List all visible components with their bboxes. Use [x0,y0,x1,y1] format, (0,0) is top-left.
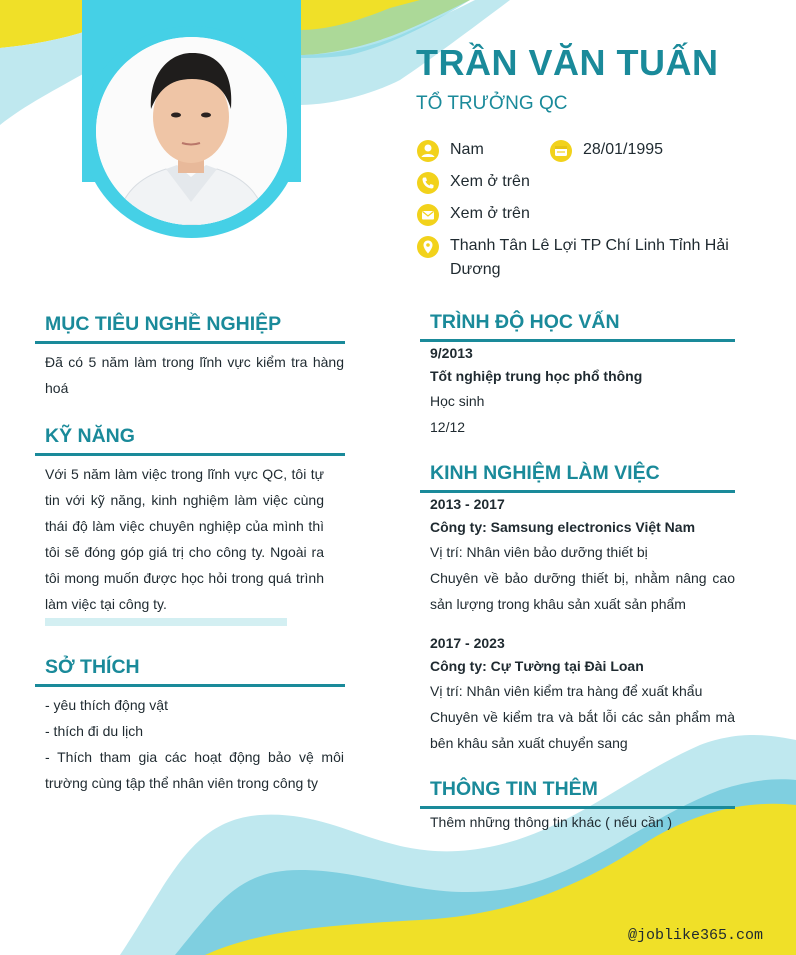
email-row [416,206,530,227]
birthdate-row [549,142,663,163]
phone-value: Xem ở trên [450,173,530,190]
address-row [416,238,736,282]
job-description: Chuyên về kiểm tra và bắt lỗi các sản phẩm mà bên khâu sản xuất chuyển sang [430,709,735,751]
location-pin-icon [416,235,440,259]
hobbies-heading: SỞ THÍCH [35,656,345,687]
person-icon [416,139,440,163]
list-item: - Thích tham gia các hoạt động bảo vệ môi trường cùng tập thể nhân viên trong công ty [45,749,344,791]
phone-row [416,174,530,195]
address-value: Thanh Tân Lê Lợi TP Chí Linh Tỉnh Hải Dương [450,237,729,278]
education-detail: 12/12 [430,419,466,435]
gender-row [416,142,484,163]
job-position: Vị trí: Nhân viên kiểm tra hàng để xuất khẩu [430,683,703,699]
job-description: Chuyên về bảo dưỡng thiết bị, nhằm nâng cao sản lượng trong khâu sản xuất sản phẩm [430,570,735,612]
extra-info-heading: THÔNG TIN THÊM [420,778,735,809]
list-item: - thích đi du lịch [45,723,144,739]
job-position: Vị trí: Nhân viên bảo dưỡng thiết bị [430,544,648,560]
mail-icon [416,203,440,227]
job-company: Công ty: Cự Tường tại Đài Loan [430,658,644,674]
education-role: Học sinh [430,393,485,409]
hobbies-list [45,692,344,796]
job-title: TỔ TRƯỞNG QC [416,93,568,114]
education-entry [430,342,735,440]
education-heading: TRÌNH ĐỘ HỌC VẤN [420,311,735,342]
experience-entry-2 [430,632,735,756]
objective-text: Đã có 5 năm làm trong lĩnh vực kiểm tra hàng hoá [45,354,344,396]
candidate-name: TRẦN VĂN TUẤN [416,42,719,83]
phone-icon [416,171,440,195]
email-value: Xem ở trên [450,205,530,222]
experience-heading: KINH NGHIỆM LÀM VIỆC [420,462,735,493]
gender-value: Nam [450,141,484,158]
job-period: 2017 - 2023 [430,635,505,651]
skills-heading: KỸ NĂNG [35,425,345,456]
education-date: 9/2013 [430,345,473,361]
calendar-icon [549,139,573,163]
objective-heading: MỤC TIÊU NGHỀ NGHIỆP [35,313,345,344]
experience-entry-1 [430,493,735,617]
education-school: Tốt nghiệp trung học phổ thông [430,368,643,384]
skill-level-bar [45,618,287,626]
list-item: - yêu thích động vật [45,697,168,713]
skills-text: Với 5 năm làm việc trong lĩnh vực QC, tôi tự tin với kỹ năng, kinh nghiệm làm việc cùng thái độ làm việc chuyên nghiệp của mình thì tôi sẽ đóng góp giá trị cho công ty. Ngoài ra tôi mong muốn được học hỏi trong quá trình làm việc tại công ty. [45,466,324,612]
job-period: 2013 - 2017 [430,496,505,512]
birthdate-value: 28/01/1995 [583,141,664,158]
extra-info-text: Thêm những thông tin khác ( nếu cần ) [430,814,673,830]
job-company: Công ty: Samsung electronics Việt Nam [430,519,696,535]
watermark: @joblike365.com [628,927,764,944]
avatar [96,37,287,225]
